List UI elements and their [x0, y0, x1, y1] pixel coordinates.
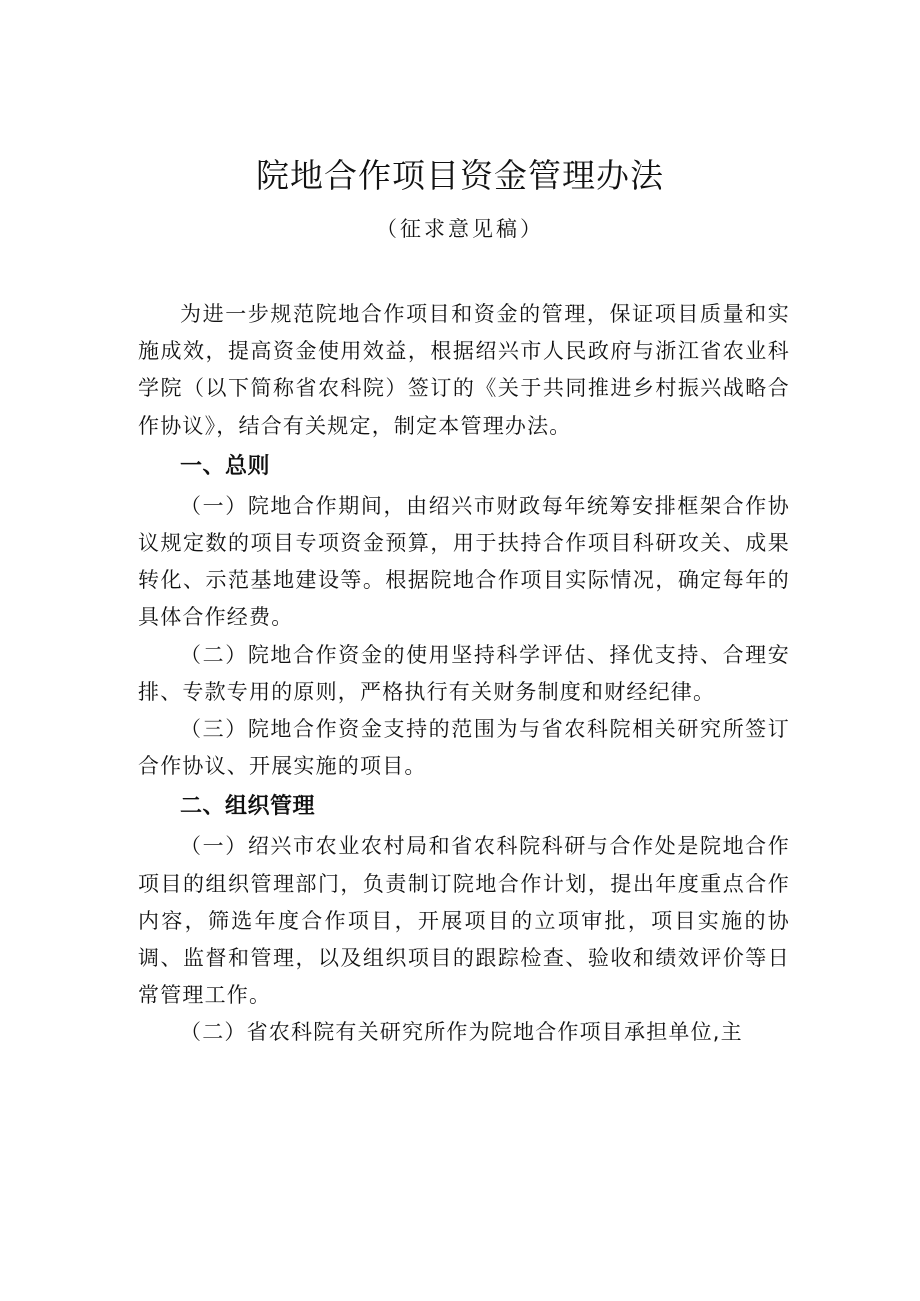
document-body: [138, 296, 790, 1052]
section-2-paragraph-2: （二）省农科院有关研究所作为院地合作项目承担单位,主: [180, 1020, 743, 1045]
document-title: 院地合作项目资金管理办法: [256, 156, 664, 195]
document-subtitle: （征求意见稿）: [376, 217, 544, 241]
section-1-paragraph-2: （二）院地合作资金的使用坚持科学评估、择优支持、合理安排、专款专用的原则，严格执行有关财务制度和财经纪律。: [138, 642, 790, 704]
section-2-paragraph-1: （一）绍兴市农业农村局和省农科院科研与合作处是院地合作项目的组织管理部门，负责制订院地合作计划，提出年度重点合作内容，筛选年度合作项目，开展项目的立项审批，项目实施的协调、监督和管理，以及组织项目的跟踪检查、验收和绩效评价等日常管理工作。: [138, 834, 790, 1008]
section-heading-general: 一、总则: [180, 453, 271, 479]
intro-paragraph: 为进一步规范院地合作项目和资金的管理，保证项目质量和实施成效，提高资金使用效益，根据绍兴市人民政府与浙江省农业科学院（以下简称省农科院）签订的《关于共同推进乡村振兴战略合作协议》，结合有关规定，制定本管理办法。: [138, 302, 790, 438]
section-1-paragraph-1: （一）院地合作期间，由绍兴市财政每年统筹安排框架合作协议规定数的项目专项资金预算，用于扶持合作项目科研攻关、成果转化、示范基地建设等。根据院地合作项目实际情况，确定每年的具体合作经费。: [138, 493, 790, 630]
section-heading-organization: 二、组织管理: [180, 794, 316, 820]
section-1-paragraph-3: （三）院地合作资金支持的范围为与省农科院相关研究所签订合作协议、开展实施的项目。: [138, 717, 790, 779]
